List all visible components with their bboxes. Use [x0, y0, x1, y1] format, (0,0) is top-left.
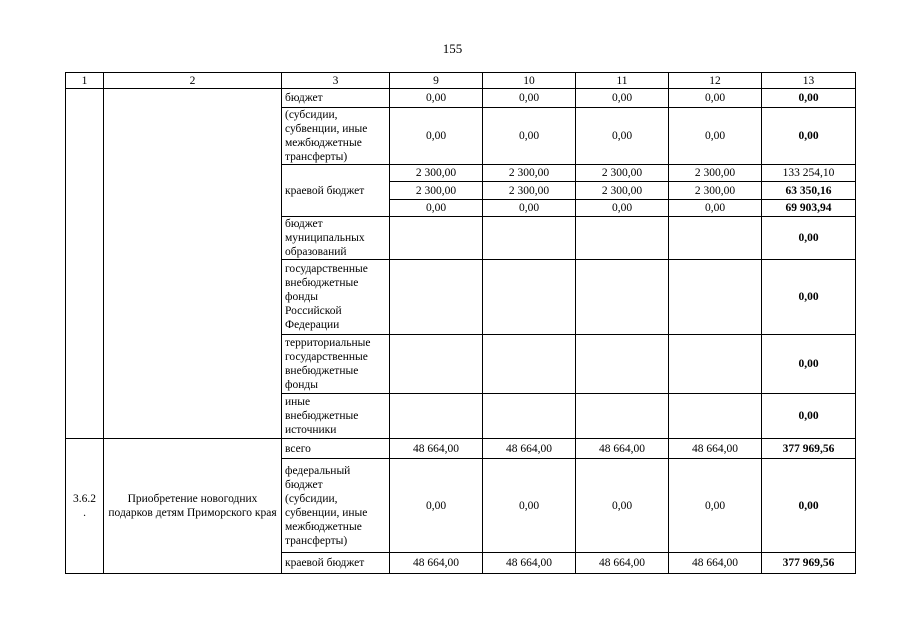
value-cell: 48 664,00: [669, 553, 762, 574]
page-number: 155: [442, 41, 463, 56]
total-cell: 377 969,56: [762, 553, 856, 574]
number-cell: 3.6.2 .: [66, 439, 104, 574]
source-cell: всего: [282, 439, 390, 459]
value-cell: 0,00: [669, 459, 762, 553]
source-cell: государственные внебюджетные фонды Российской Федерации: [282, 260, 390, 335]
value-cell: 2 300,00: [483, 165, 576, 182]
value-cell: 0,00: [390, 459, 483, 553]
table-row: [66, 89, 856, 108]
table-row: [66, 439, 856, 459]
source-cell: территориальные государственные внебюджетные фонды: [282, 335, 390, 394]
value-cell: 48 664,00: [483, 553, 576, 574]
value-cell: 48 664,00: [576, 553, 669, 574]
value-cell: [576, 217, 669, 260]
value-cell: 0,00: [669, 108, 762, 165]
header-row: [66, 73, 856, 89]
value-cell: 2 300,00: [483, 182, 576, 200]
value-cell: 0,00: [483, 89, 576, 108]
number-cell: [66, 89, 104, 439]
value-cell: 0,00: [576, 200, 669, 217]
total-cell: 377 969,56: [762, 439, 856, 459]
value-cell: 0,00: [669, 200, 762, 217]
value-cell: 2 300,00: [576, 182, 669, 200]
total-cell: 63 350,16: [762, 182, 856, 200]
source-cell: (субсидии, субвенции, иные межбюджетные трансферты): [282, 108, 390, 165]
value-cell: [669, 217, 762, 260]
value-cell: 0,00: [483, 108, 576, 165]
value-cell: [390, 260, 483, 335]
value-cell: 48 664,00: [390, 439, 483, 459]
header-cell: 12: [669, 73, 762, 89]
source-cell: бюджет: [282, 89, 390, 108]
value-cell: 48 664,00: [483, 439, 576, 459]
value-cell: 0,00: [576, 108, 669, 165]
total-cell: 133 254,10: [762, 165, 856, 182]
value-cell: [483, 260, 576, 335]
value-cell: [576, 335, 669, 394]
header-cell: 13: [762, 73, 856, 89]
value-cell: 0,00: [483, 459, 576, 553]
value-cell: [669, 394, 762, 439]
activity-cell: [104, 89, 282, 439]
value-cell: 0,00: [390, 108, 483, 165]
value-cell: [576, 394, 669, 439]
value-cell: 2 300,00: [390, 165, 483, 182]
value-cell: [390, 394, 483, 439]
total-cell: 0,00: [762, 108, 856, 165]
header-cell: 3: [282, 73, 390, 89]
activity-cell: Приобретение новогодних подарков детям Приморского края: [104, 439, 282, 574]
value-cell: 2 300,00: [390, 182, 483, 200]
value-cell: 48 664,00: [576, 439, 669, 459]
value-cell: 0,00: [576, 459, 669, 553]
value-cell: 0,00: [483, 200, 576, 217]
value-cell: 48 664,00: [390, 553, 483, 574]
value-cell: 2 300,00: [669, 182, 762, 200]
source-cell: федеральный бюджет (субсидии, субвенции, иные межбюджетные трансферты): [282, 459, 390, 553]
value-cell: 2 300,00: [669, 165, 762, 182]
total-cell: 0,00: [762, 394, 856, 439]
value-cell: [390, 335, 483, 394]
source-cell: краевой бюджет: [282, 553, 390, 574]
header-cell: 11: [576, 73, 669, 89]
budget-table: [65, 72, 856, 574]
value-cell: 48 664,00: [669, 439, 762, 459]
value-cell: 2 300,00: [576, 165, 669, 182]
header-cell: 9: [390, 73, 483, 89]
total-cell: 69 903,94: [762, 200, 856, 217]
value-cell: [390, 217, 483, 260]
value-cell: [576, 260, 669, 335]
value-cell: [483, 394, 576, 439]
header-cell: 2: [104, 73, 282, 89]
value-cell: 0,00: [390, 89, 483, 108]
source-cell: краевой бюджет: [282, 165, 390, 217]
value-cell: 0,00: [390, 200, 483, 217]
total-cell: 0,00: [762, 217, 856, 260]
value-cell: [483, 217, 576, 260]
total-cell: 0,00: [762, 335, 856, 394]
source-cell: иные внебюджетные источники: [282, 394, 390, 439]
header-cell: 1: [66, 73, 104, 89]
value-cell: 0,00: [669, 89, 762, 108]
value-cell: 0,00: [576, 89, 669, 108]
value-cell: [669, 260, 762, 335]
total-cell: 0,00: [762, 260, 856, 335]
value-cell: [669, 335, 762, 394]
total-cell: 0,00: [762, 89, 856, 108]
source-cell: бюджет муниципальных образований: [282, 217, 390, 260]
value-cell: [483, 335, 576, 394]
total-cell: 0,00: [762, 459, 856, 553]
header-cell: 10: [483, 73, 576, 89]
